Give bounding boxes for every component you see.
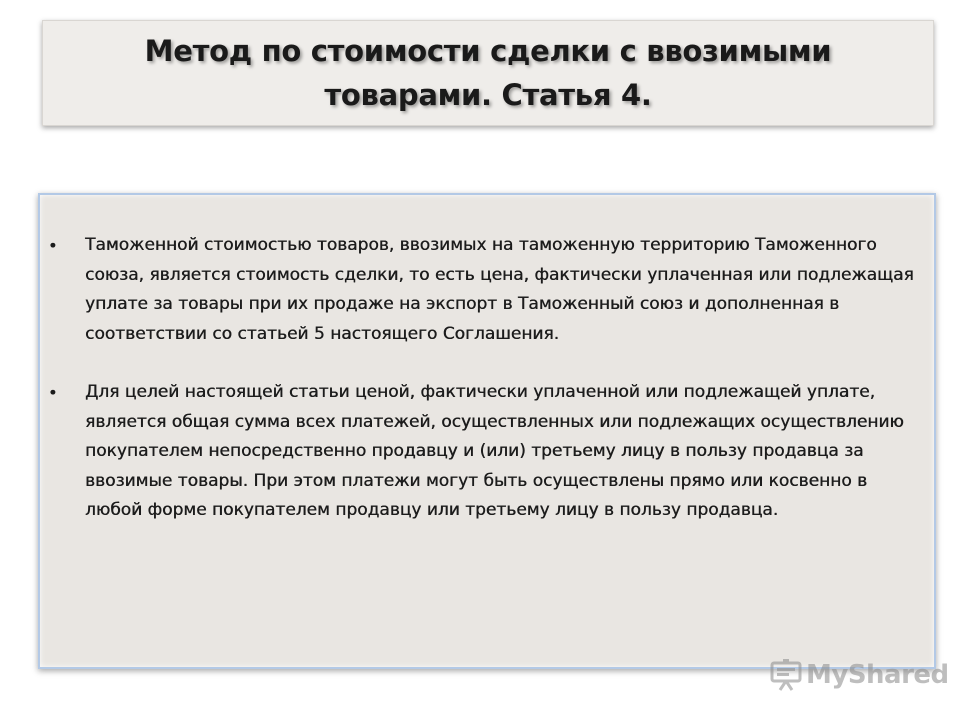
title-box: [42, 20, 934, 126]
slide-title: [145, 29, 832, 117]
watermark-text: MyShared: [806, 660, 949, 690]
bullet-item: [40, 378, 920, 526]
bullet-mark: •: [48, 383, 58, 402]
bullet-text: Для целей настоящей статьи ценой, фактически уплаченной или подлежащей уплате, является общая сумма всех платежей, осуществленных или подлежащих осуществлению покупателем непосредственно продавцу и (или) третьему лицу в пользу продавца за ввозимые товары. При этом платежи могут быть осуществлены прямо или косвенно в любой форме покупателем продавцу или третьему лицу в пользу продавца.: [85, 382, 904, 520]
title-line-2: товарами. Статья 4.: [324, 78, 652, 112]
content-box: [38, 193, 936, 669]
bullet-text: Таможенной стоимостью товаров, ввозимых на таможенную территорию Таможенного союза, является стоимость сделки, то есть цена, фактически уплаченная или подлежащая уплате за товары при их продаже на экспорт в Таможенный союз и дополненная в соответствии со статьей 5 настоящего Соглашения.: [85, 235, 914, 344]
watermark: [768, 655, 949, 695]
bullet-list: [40, 231, 920, 555]
bullet-mark: •: [48, 236, 58, 255]
bullet-item: [40, 231, 920, 349]
presentation-board-icon: [768, 657, 804, 693]
title-line-1: Метод по стоимости сделки с ввозимыми: [144, 34, 832, 68]
